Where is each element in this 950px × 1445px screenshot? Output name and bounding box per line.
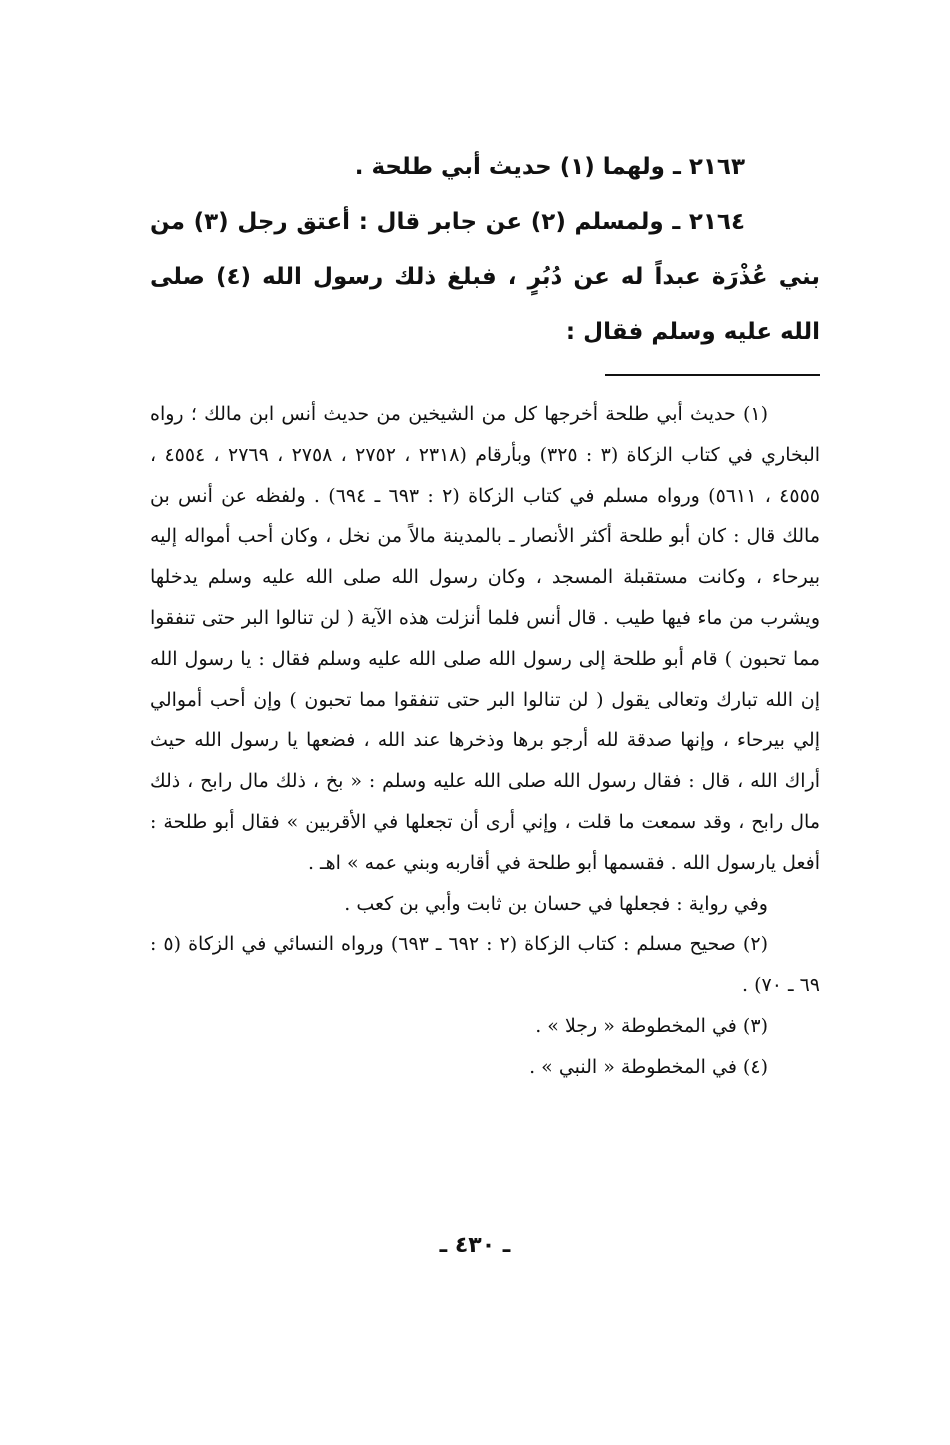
page-body xyxy=(150,140,820,1300)
footnotes xyxy=(150,394,820,1088)
hadith-entry-2163: ٢١٦٣ ـ ولهما (١) حديث أبي طلحة . xyxy=(354,154,745,180)
footnote-1-variant: وفي رواية : فجعلها في حسان بن ثابت وأبي بن كعب . xyxy=(344,892,768,915)
main-text xyxy=(150,140,820,360)
footnote-2: (٢) صحيح مسلم : كتاب الزكاة (٢ : ٦٩٢ ـ ٦٩٣) ورواه النسائي في الزكاة (٥ : ٦٩ ـ ٧٠) . xyxy=(150,933,820,997)
hadith-entry-2164: ٢١٦٤ ـ ولمسلم (٢) عن جابر قال : أعتق رجل (٣) من بني عُذْرَة عبداً له عن دُبُرٍ ، فبلغ ذلك رسول الله (٤) صلى الله عليه وسلم فقال : xyxy=(150,209,820,345)
footnote-3: (٣) في المخطوطة « رجلا » . xyxy=(535,1014,768,1037)
page-number: ـ ٤٣٠ ـ xyxy=(439,1233,511,1258)
footnote-1: (١) حديث أبي طلحة أخرجها كل من الشيخين من حديث أنس ابن مالك ؛ رواه البخاري في كتاب الزكاة (٣ : ٣٢٥) وبأرقام (٢٣١٨ ، ٢٧٥٢ ، ٢٧٥٨ ، ٢٧٦٩ ، ٤٥٥٤ ، ٤٥٥٥ ، ٥٦١١) ورواه مسلم في كتاب الزكاة (٢ : ٦٩٣ ـ ٦٩٤) . ولفظه عن أنس بن مالك قال : كان أبو طلحة أكثر الأنصار ـ بالمدينة مالاً من نخل ، وكان أحب أمواله إليه بيرحاء ، وكانت مستقبلة المسجد ، وكان رسول الله صلى الله عليه وسلم يدخلها ويشرب من ماء فيها طيب . قال أنس فلما أنزلت هذه الآية ( لن تنالوا البر حتى تنفقوا مما تحبون ) قام أبو طلحة إلى رسول الله صلى الله عليه وسلم فقال : يا رسول الله إن الله تبارك وتعالى يقول ( لن تنالوا البر حتى تنفقوا مما تحبون ) وإن أحب أموالي إلي بيرحاء ، وإنها صدقة لله أرجو برها وذخرها عند الله ، فضعها يا رسول الله حيث أراك الله ، قال : فقال رسول الله صلى الله عليه وسلم : « بخ ، ذلك مال رابح ، ذلك مال رابح ، وقد سمعت ما قلت ، وإني أرى أن تجعلها في الأقربين » فقال أبو طلحة : أفعل يارسول الله . فقسمها أبو طلحة في أقاربه وبني عمه » اهـ . xyxy=(150,403,821,874)
footnote-separator xyxy=(605,374,820,376)
footnote-4: (٤) في المخطوطة « النبي » . xyxy=(529,1055,768,1078)
